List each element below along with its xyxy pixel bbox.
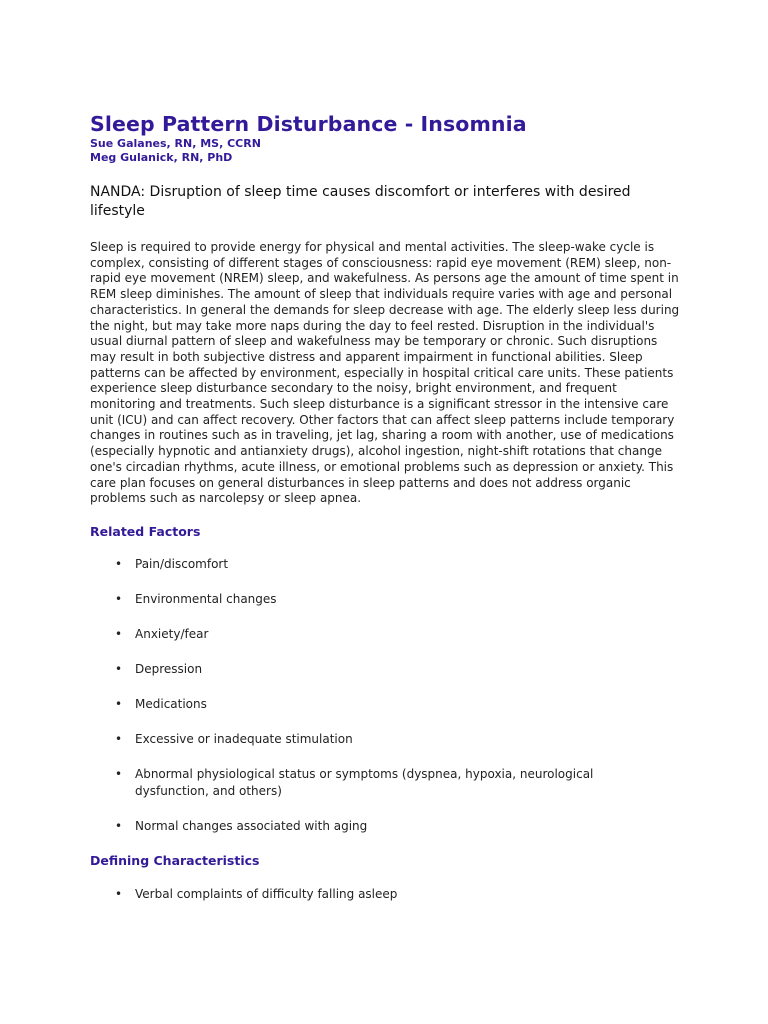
list-item-text: Normal changes associated with aging [135,818,368,833]
bullet-icon: • [115,661,123,676]
list-item [90,591,635,608]
defining-characteristics-heading: Defining Characteristics [90,852,260,868]
list-item [90,731,635,748]
nanda-definition: NANDA: Disruption of sleep time causes discomfort or interferes with desired lifestyle [90,184,631,219]
bullet-icon: • [115,556,123,571]
list-item [90,696,635,713]
page-title: Sleep Pattern Disturbance - Insomnia [90,112,527,136]
bullet-icon: • [115,886,123,901]
list-item [90,886,635,903]
defining-characteristics-list [90,886,680,903]
list-item-text: Abnormal physiological status or symptoms (dyspnea, hypoxia, neurological dysfunction, and others) [135,766,594,798]
list-item [90,766,635,800]
intro-paragraph: Sleep is required to provide energy for physical and mental activities. The sleep-wake cycle is complex, consisting of different stages of consciousness: rapid eye movement (REM) sleep, non-rapid eye movement (NREM) sleep, and wakefulness. As persons age the amount of time spent in REM sleep diminishes. The amount of sleep that individuals require varies with age and personal characteristics. In general the demands for sleep decrease with age. The elderly sleep less during the night, but may take more naps during the day to feel rested. Disruption in the individual's usual diurnal pattern of sleep and wakefulness may be temporary or chronic. Such disruptions may result in both subjective distress and apparent impairment in functional abilities. Sleep patterns can be affected by environment, especially in hospital critical care units. These patients experience sleep disturbance secondary to the noisy, bright environment, and frequent monitoring and treatments. Such sleep disturbance is a significant stressor in the intensive care unit (ICU) and can affect recovery. Other factors that can affect sleep patterns include temporary changes in routines such as in traveling, jet lag, sharing a room with another, use of medications (especially hypnotic and antianxiety drugs), alcohol ingestion, night-shift rotations that change one's circadian rhythms, acute illness, or emotional problems such as depression or anxiety. This care plan focuses on general disturbances in sleep patterns and does not address organic problems such as narcolepsy or sleep apnea. [90,240,680,506]
related-factors-list [90,556,680,835]
list-item [90,818,635,835]
list-item-text: Anxiety/fear [135,626,209,641]
author-1: Sue Galanes, RN, MS, CCRN [90,137,261,150]
list-item [90,661,635,678]
author-2: Meg Gulanick, RN, PhD [90,151,233,164]
list-item [90,626,635,643]
bullet-icon: • [115,626,123,641]
bullet-icon: • [115,696,123,711]
bullet-icon: • [115,766,123,781]
list-item-text: Verbal complaints of difficulty falling asleep [135,886,398,901]
author-list [90,137,680,165]
list-item-text: Pain/discomfort [135,556,229,571]
list-item-text: Medications [135,696,207,711]
related-factors-heading: Related Factors [90,523,201,539]
list-item-text: Excessive or inadequate stimulation [135,731,353,746]
document-page [90,111,680,921]
bullet-icon: • [115,591,123,606]
bullet-icon: • [115,818,123,833]
list-item-text: Depression [135,661,203,676]
list-item-text: Environmental changes [135,591,277,606]
bullet-icon: • [115,731,123,746]
list-item [90,556,635,573]
